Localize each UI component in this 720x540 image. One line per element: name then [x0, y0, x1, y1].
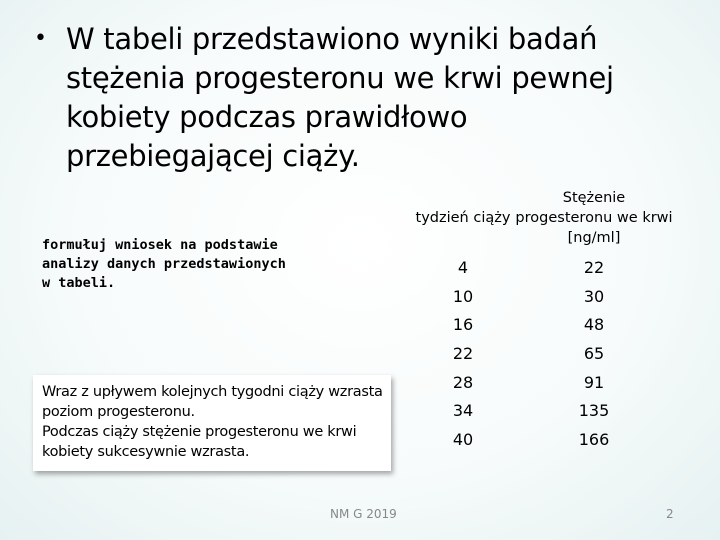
cell-week: 22: [452, 343, 474, 363]
cell-concentration: 30: [583, 286, 605, 306]
cell-week: 4: [457, 257, 469, 277]
table-row: [413, 339, 675, 368]
table-row: [413, 396, 675, 425]
cell-week: 34: [452, 401, 474, 421]
cell-week: 28: [452, 372, 474, 392]
table-row: [413, 310, 675, 339]
page-number: 2: [666, 507, 674, 521]
cell-concentration: 135: [578, 401, 610, 421]
table-row: [413, 425, 675, 454]
slide-title: W tabeli przedstawiono wyniki badań stężenia progesteronu we krwi pewnej kobiety podczas prawidłowo przebiegającej ciąży.: [66, 22, 614, 173]
table-row: [413, 368, 675, 397]
cell-concentration: 91: [583, 372, 605, 392]
answer-text: Wraz z upływem kolejnych tygodni ciąży wzrasta poziom progesteronu. Podczas ciąży stężenie progesteronu we krwi kobiety sukcesywnie wzrasta.: [42, 384, 383, 460]
cell-concentration: 22: [583, 257, 605, 277]
instruction-text: formułuj wniosek na podstawie analizy danych przedstawionych w tabeli.: [42, 237, 286, 291]
header-week: tydzień ciąży: [415, 209, 511, 226]
cell-week: 16: [452, 315, 474, 335]
answer-box: [33, 375, 391, 471]
cell-concentration: 48: [583, 315, 605, 335]
cell-week: 40: [452, 429, 474, 449]
footer-text: NM G 2019: [330, 507, 397, 521]
header-concentration: Stężenie progesteronu we krwi [ng/ml]: [515, 190, 673, 246]
cell-concentration: 166: [578, 429, 610, 449]
cell-concentration: 65: [583, 343, 605, 363]
cell-week: 10: [452, 286, 474, 306]
table-row: [413, 282, 675, 311]
data-table: [413, 183, 675, 454]
table-header-row: [413, 183, 675, 253]
bullet-icon: •: [34, 26, 47, 51]
table-row: [413, 253, 675, 282]
